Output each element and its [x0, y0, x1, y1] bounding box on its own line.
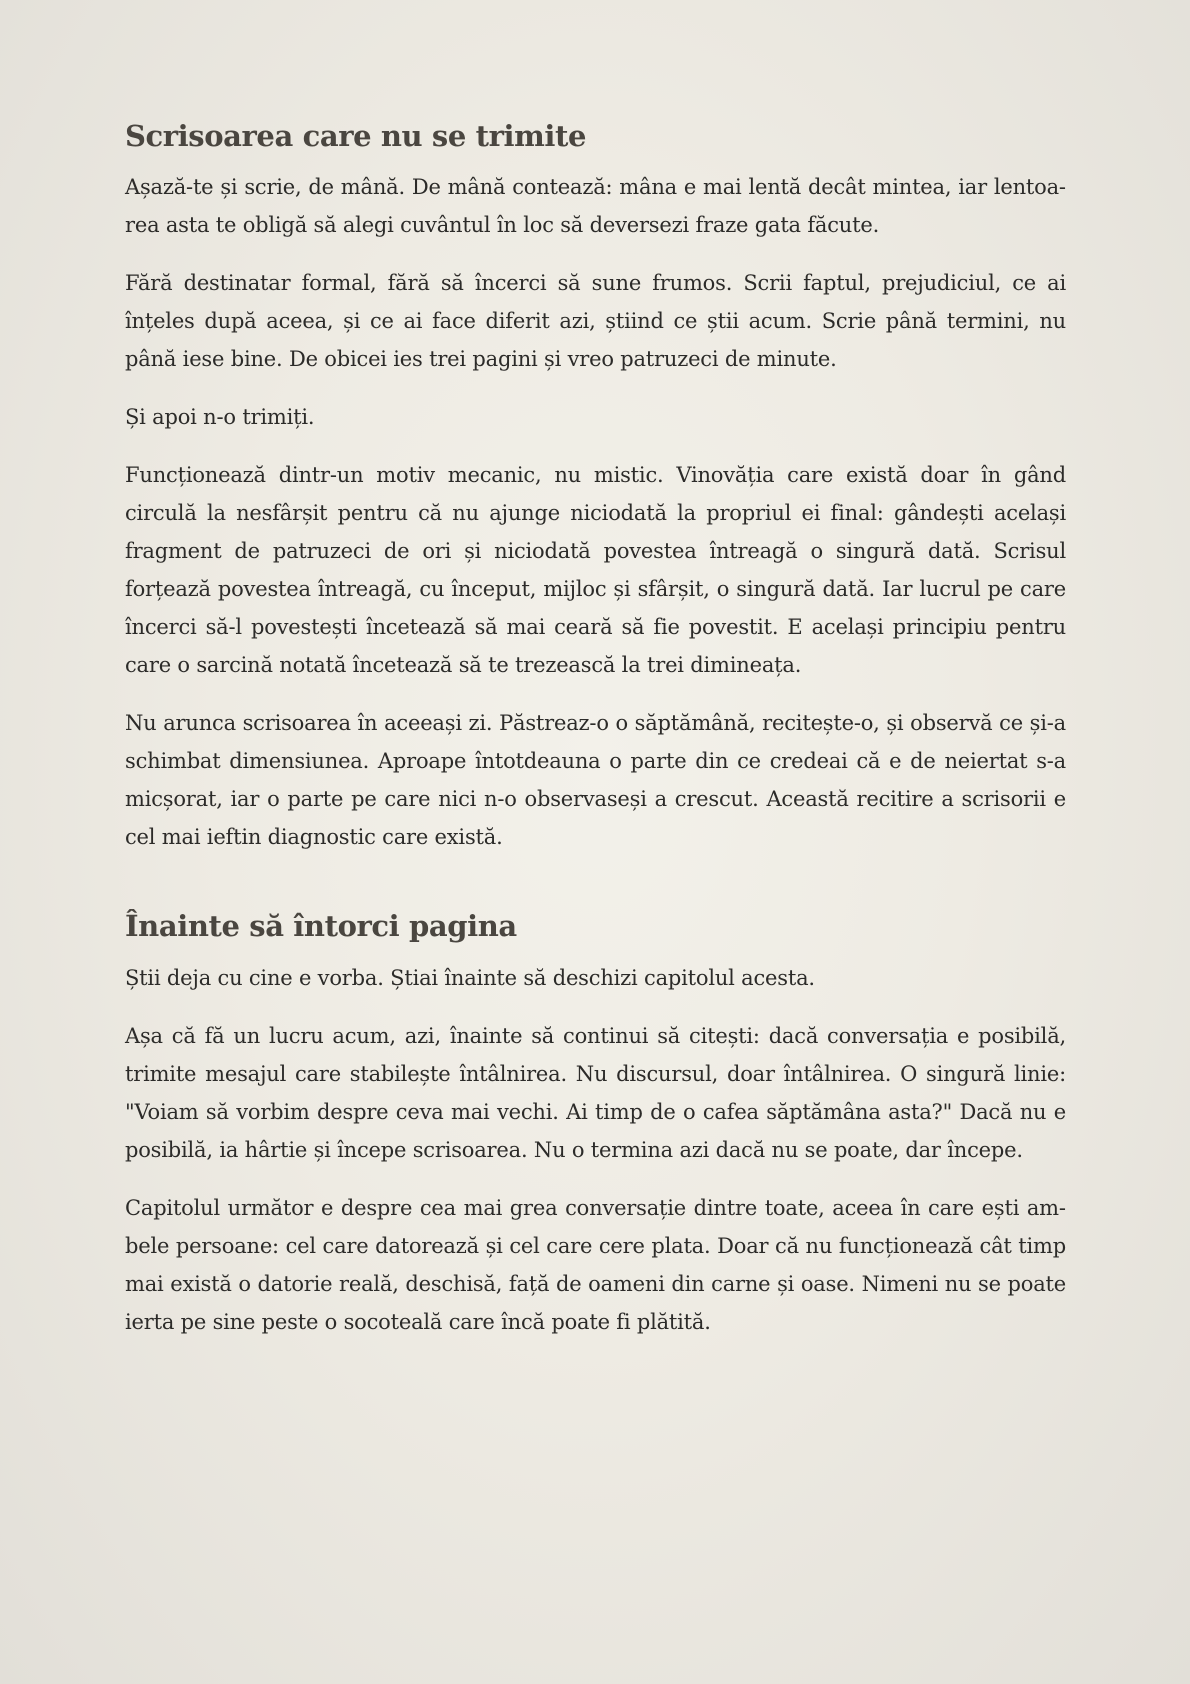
paragraph: Și apoi n-o trimiți. [125, 405, 315, 430]
section-heading: Scrisoarea care nu se trimite [125, 119, 587, 153]
paragraph: Știi deja cu cine e vorba. Știai înainte să deschizi capitolul acesta. [125, 965, 815, 990]
paragraph: Așa că fă un lucru acum, azi, înainte să continui să citești: dacă conversația e posibilă, trimite mesajul care stabilește întâlnirea. Nu discursul, doar întâlnirea. O singură linie: "Voiam să vorbim despre ceva mai vechi. Ai timp de o cafea săptămâna asta?" Dacă nu e posibilă, ia hârtie și începe scrisoarea. Nu o termina azi dacă nu se poate, dar începe. [125, 1023, 1066, 1162]
paragraph: Capitolul următor e despre cea mai grea conversație dintre toate, aceea în care ești ambele persoane: cel care datorează și cel care cere plata. Doar că nu funcționează cât timp mai există o datorie reală, deschisă, față de oameni din carne și oase. Nimeni nu se poate ierta pe sine peste o socoteală care încă poate fi plătită. [125, 1195, 1066, 1334]
paragraph: Funcționează dintr-un motiv mecanic, nu mistic. Vinovăția care există doar în gând circulă la nesfârșit pentru că nu ajunge niciodată la propriul ei final: gândești același fragment de patruzeci de ori și niciodată povestea întreagă o singură dată. Scrisul forțează povestea întreagă, cu început, mijloc și sfârșit, o singură dată. Iar lucrul pe care încerci să-l povestești încetează să mai ceară să fie povestit. E același principiu pentru care o sarcină notată încetează să te trezească la trei dimineața. [125, 463, 1066, 678]
paragraph: Așază-te și scrie, de mână. De mână contează: mâna e mai lentă decât mintea, iar lentoarea asta te obligă să alegi cuvântul în loc să deversezi fraze gata făcute. [125, 175, 1066, 238]
section-before-turning-page [125, 908, 1066, 1340]
paragraph: Fără destinatar formal, fără să încerci să sune frumos. Scrii faptul, prejudiciul, ce ai înțeles după aceea, și ce ai face diferit azi, știind ce știi acum. Scrie până termini, nu până iese bine. De obicei ies trei pagini și vreo patruzeci de minute. [125, 271, 1066, 372]
section-heading: Înainte să întorci pagina [125, 909, 517, 944]
paragraph: Nu arunca scrisoarea în aceeași zi. Păstreaz-o o săptămână, recitește-o, și observă ce și-a schimbat dimensiunea. Aproape întotdeauna o parte din ce credeai că e de neiertat s-a micșorat, iar o parte pe care nici n-o observaseși a crescut. Această recitire a scrisorii e cel mai ieftin diagnostic care există. [125, 711, 1066, 850]
section-letter [125, 118, 1066, 856]
document-page [125, 118, 1066, 1361]
